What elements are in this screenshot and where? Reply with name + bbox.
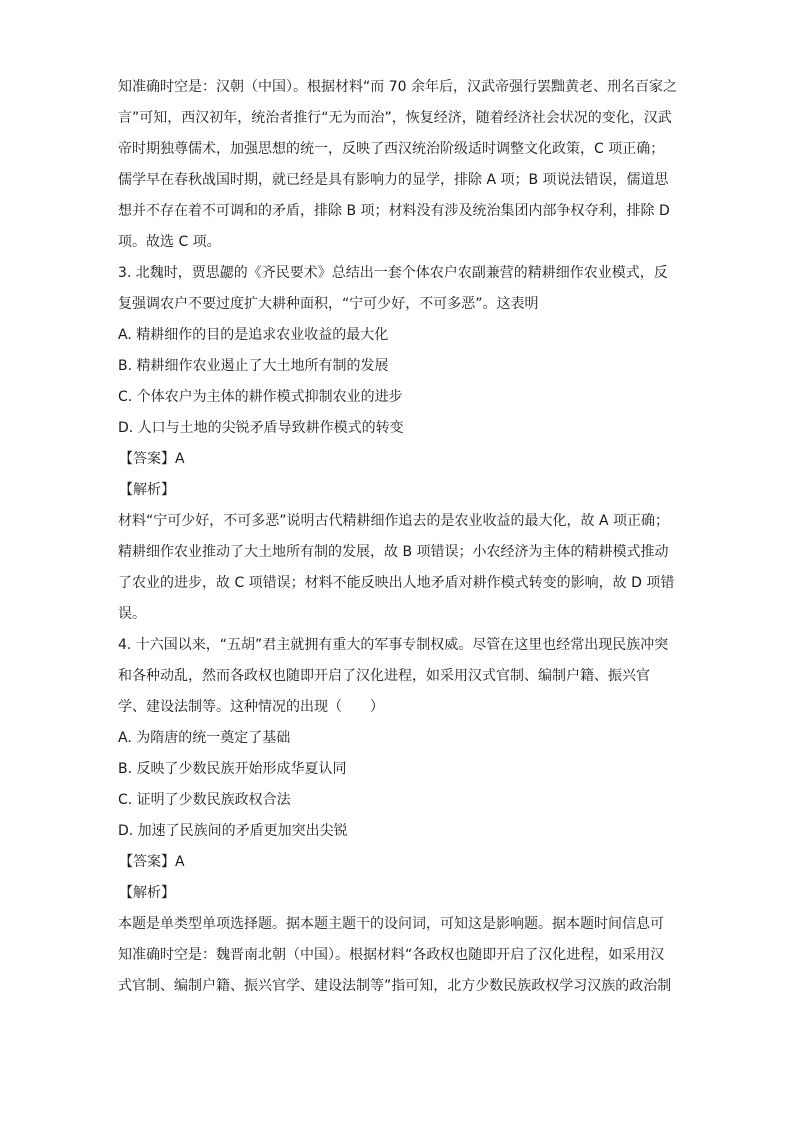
question-4-option-d: D. 加速了民族间的矛盾更加突出尖锐 [118,823,348,839]
question-3-option-a: A. 精耕细作的目的是追求农业收益的最大化 [118,327,389,343]
question-4-analysis-line: 知准确时空是：魏晋南北朝（中国）。根据材料“各政权也随即开启了汉化进程，如采用汉 [118,947,665,963]
question-4-stem: 4. 十六国以来，“五胡”君主就拥有重大的军事专制权威。尽管在这里也经常出现民族冲突 [118,637,669,653]
analysis-line: 想并不存在着不可调和的矛盾，排除 B 项；材料没有涉及统治集团内部争权夺利，排除 D [118,203,670,219]
question-3-option-b: B. 精耕细作农业遏止了大土地所有制的发展 [118,358,389,374]
question-3-stem: 3. 北魏时，贾思勰的《齐民要术》总结出一套个体农户农副兼营的精耕细作农业模式，反 [118,265,668,281]
question-3-answer: 【答案】A [119,451,185,467]
question-4-stem: 学、建设法制等。这种情况的出现（ ） [118,699,384,715]
question-4-answer: 【答案】A [119,854,185,870]
analysis-line: 言”可知，西汉初年，统治者推行“无为而治”，恢复经济，随着经济社会状况的变化，汉武 [118,110,672,126]
question-4-option-a: A. 为隋唐的统一奠定了基础 [118,730,291,746]
question-3-option-d: D. 人口与土地的尖锐矛盾导致耕作模式的转变 [118,420,404,436]
analysis-line: 儒学早在春秋战国时期，就已经是具有影响力的显学，排除 A 项；B 项说法错误，儒道思 [118,172,669,188]
question-4-stem: 和各种动乱，然而各政权也随即开启了汉化进程，如采用汉式官制、编制户籍、振兴官 [118,668,650,684]
question-4-option-b: B. 反映了少数民族开始形成华夏认同 [118,761,347,777]
question-4-analysis-line: 式官制、编制户籍、振兴官学、建设法制等”指可知，北方少数民族政权学习汉族的政治制 [118,978,672,994]
question-4-analysis-label: 【解析】 [119,885,175,901]
analysis-line: 项。故选 C 项。 [118,234,221,250]
question-3-analysis-line: 了农业的进步，故 C 项错误；材料不能反映出人地矛盾对耕作模式转变的影响，故 D 项错 [118,575,675,591]
question-3-option-c: C. 个体农户为主体的耕作模式抑制农业的进步 [118,389,403,405]
document-body [118,72,678,1002]
question-3-analysis-line: 材料“宁可少好，不可多恶”说明古代精耕细作追去的是农业收益的最大化，故 A 项正确； [118,513,669,529]
analysis-line: 帝时期独尊儒术，加强思想的统一，反映了西汉统治阶级适时调整文化政策，C 项正确； [118,141,665,157]
question-4-analysis-line: 本题是单类型单项选择题。据本题主题干的设问词，可知这是影响题。据本题时间信息可 [118,916,664,932]
question-3-analysis-label: 【解析】 [119,482,175,498]
analysis-line: 知准确时空是：汉朝（中国）。根据材料“而 70 余年后，汉武帝强行罢黜黄老、刑名百家之 [118,79,677,95]
question-4-option-c: C. 证明了少数民族政权合法 [118,792,291,808]
question-3-stem: 复强调农户不要过度扩大耕种面积，“宁可少好，不可多恶”。这表明 [118,296,539,312]
question-3-analysis-line: 精耕细作农业推动了大土地所有制的发展，故 B 项错误；小农经济为主体的精耕模式推动 [118,544,669,560]
question-3-analysis-line: 误。 [118,606,146,622]
